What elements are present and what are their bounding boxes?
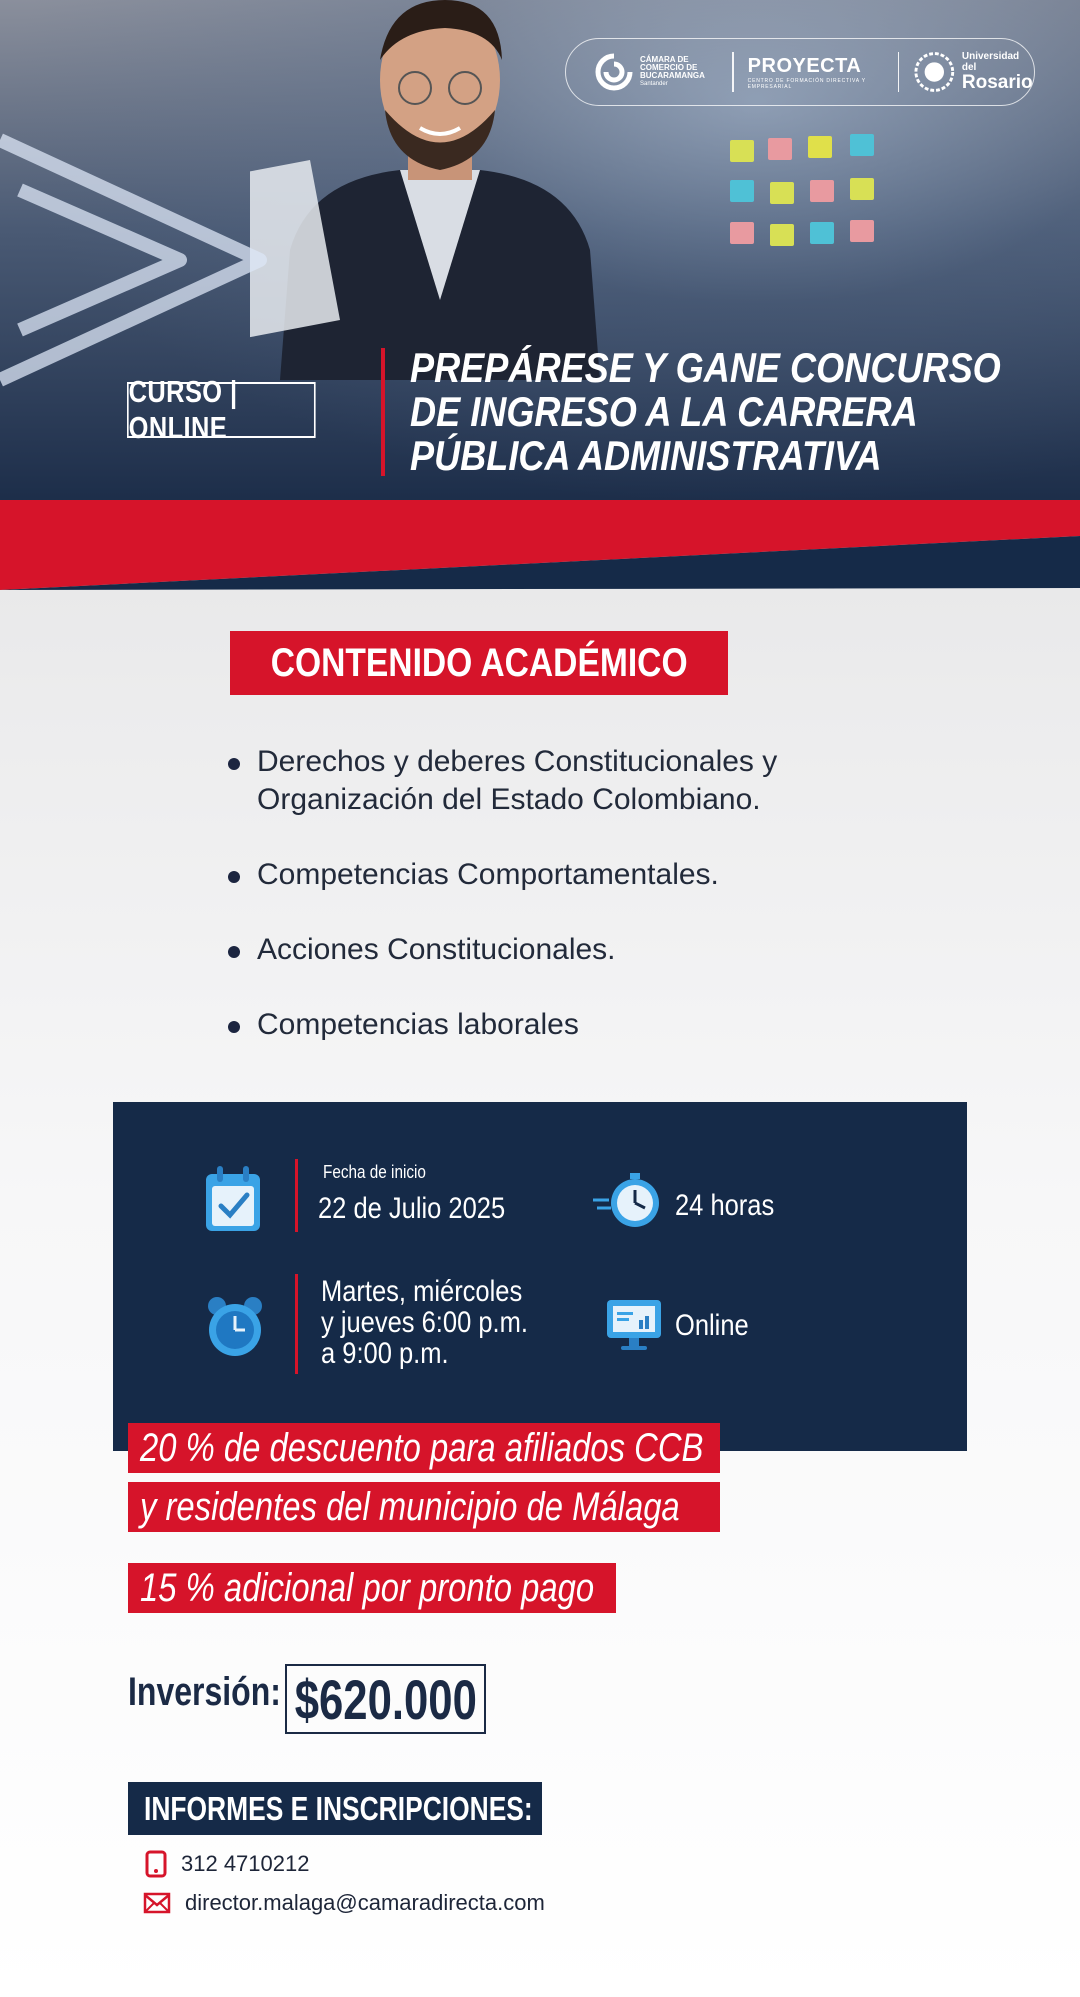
- partner-logos: [565, 38, 1035, 106]
- modality-value: Online: [675, 1309, 749, 1342]
- proyecta-logo-text: PROYECTA: [747, 54, 862, 77]
- list-item-line: Derechos y deberes Constitucionales y: [257, 745, 778, 778]
- content-list: [228, 743, 928, 1044]
- list-item: [228, 856, 928, 894]
- start-date-label: Fecha de inicio: [323, 1162, 426, 1182]
- proyecta-logo: [748, 55, 884, 90]
- content-section-title: [230, 631, 728, 695]
- discount-banner-3: [128, 1563, 616, 1613]
- discount-banner-2: [128, 1482, 720, 1532]
- discount-text: 15 % adicional por pronto pago: [140, 1565, 595, 1610]
- ccb-logo-icon: [594, 52, 634, 92]
- logo-divider: [732, 52, 734, 92]
- rosario-seal-icon: [913, 50, 956, 94]
- course-type-label: CURSO | ONLINE: [128, 374, 238, 445]
- ccb-logo-text: CÁMARA DE COMERCIO DE BUCARAMANGA: [640, 55, 705, 80]
- email-address[interactable]: director.malaga@camaradirecta.com: [185, 1890, 545, 1915]
- list-item: [228, 1006, 928, 1044]
- calendar-icon: [203, 1164, 263, 1234]
- phone-number[interactable]: 312 4710212: [181, 1851, 310, 1876]
- content-title-text: CONTENIDO ACADÉMICO: [270, 640, 688, 685]
- rosario-logo-name: Rosario: [961, 72, 1033, 93]
- discount-banner-1: [128, 1423, 720, 1473]
- hero-title-line: PREPÁRESE Y GANE CONCURSO: [410, 344, 1001, 391]
- course-type-badge: [127, 374, 316, 445]
- investment-label: Inversión:: [128, 1670, 281, 1714]
- monitor-icon: [605, 1298, 663, 1352]
- email-icon: [143, 1892, 171, 1914]
- schedule-value: [321, 1276, 528, 1369]
- list-item: [228, 931, 928, 969]
- list-item-line: Acciones Constitucionales.: [257, 933, 616, 966]
- ccb-logo-sub: Santander: [640, 81, 668, 87]
- rosario-logo: [913, 50, 1034, 94]
- investment-price: $620.000: [294, 1667, 477, 1731]
- duration-value: 24 horas: [675, 1189, 775, 1222]
- contact-phone[interactable]: [145, 1850, 309, 1878]
- info-divider: [295, 1274, 298, 1374]
- contact-email[interactable]: [143, 1890, 545, 1916]
- discount-text: 20 % de descuento para afiliados CCB: [140, 1425, 704, 1470]
- ccb-logo: [594, 52, 718, 92]
- hero-title: [410, 344, 1001, 479]
- list-item-line: Competencias laborales: [257, 1008, 579, 1041]
- play-icon: [0, 130, 280, 390]
- alarm-clock-icon: [203, 1294, 267, 1360]
- stopwatch-icon: [593, 1170, 663, 1230]
- hero-divider: [381, 348, 385, 476]
- contact-section-title: [128, 1782, 542, 1835]
- contact-title-text: INFORMES E INSCRIPCIONES:: [144, 1789, 533, 1827]
- office-background: [690, 110, 1020, 310]
- info-divider: [295, 1159, 298, 1232]
- discount-text: y residentes del municipio de Málaga: [140, 1484, 680, 1529]
- proyecta-logo-sub: CENTRO DE FORMACIÓN DIRECTIVA Y EMPRESARIAL: [747, 77, 866, 90]
- schedule-line: Martes, miércoles: [321, 1275, 523, 1308]
- list-item-line: Organización del Estado Colombiano.: [257, 783, 761, 816]
- phone-icon: [145, 1850, 167, 1878]
- hero-title-line: DE INGRESO A LA CARRERA: [410, 388, 918, 435]
- header-band: [0, 500, 1080, 590]
- schedule-line: a 9:00 p.m.: [321, 1337, 449, 1370]
- rosario-logo-top: Universidad del: [961, 51, 1020, 73]
- schedule-line: y jueves 6:00 p.m.: [321, 1306, 528, 1339]
- investment-price-box: [285, 1664, 486, 1734]
- hero-title-line: PÚBLICA ADMINISTRATIVA: [410, 432, 882, 479]
- list-item: [228, 743, 928, 819]
- logo-divider: [898, 52, 900, 92]
- course-info-panel: [113, 1102, 967, 1451]
- start-date-value: 22 de Julio 2025: [318, 1192, 506, 1225]
- hero-banner: [0, 0, 1080, 510]
- list-item-line: Competencias Comportamentales.: [257, 858, 719, 891]
